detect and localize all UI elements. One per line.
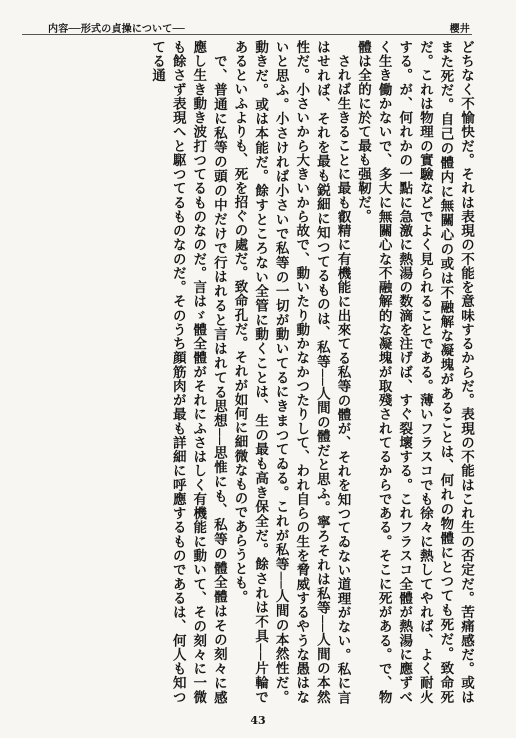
- running-header: [46, 20, 516, 35]
- body-text: [20, 40, 476, 704]
- header-rule: [22, 34, 472, 35]
- paragraph: されば生きることに最も叡精に有機能に出來てる私等の體が、それを知つてゐない道理がない。私に言はせれば、それを最も鋭細に知つてるものは、私等──人間の體だと思ふ。寧ろそれは私等──人間の本然性だ。小さいから大きいから故で、動いたり動かなかつたりして、われ自らの生を脅威するやうな愚はないと思ふ。小さければ小さいで私等の一切が動いてるにきまつてゐる。これが私等──人間の本然性だ。動きだ。或は本能だ。餘すところない全管に動くことは、生の最も高き保全だ。餘されは不具──片輪であるといふよりも、死を招ぐの處だ。致命孔だ。それが如何に細微なものであらうとも。: [231, 40, 351, 704]
- author-name: 櫻井: [449, 24, 470, 35]
- paragraph: で、普通に私等の頭の中だけで行はれると言はれてる思想──思惟にも、私等の體全體はその刻々に感應し生き動き波打つてるものなのだ。言はゞ體全體がそれにふさはしく有機能に動いて、その刻々に一微も餘さず表現へと駆つてるものなのだ。そのうち顔筋肉が最も詳細に呼應するものであるは、何人も知つてる通: [149, 40, 227, 704]
- running-title: 内容──形式の貞操について──: [48, 24, 185, 35]
- paragraph: どちなく不愉快だ。それは表現の不能を意味するからだ。表現の不能はこれ生の否定だ。苦痛感だ。或はまた死だ。自己の體内に無關心の或は不融解な凝塊があることは、何れの物體にとつても死だ。致命死だ。これは物理の實驗などでよく見られることである。薄いフラスコでも徐々に熱してやれば、よく耐火する。が、何れかの一點に急激に熱湯の数滴を注げば、すぐ裂壞する。これフラスコ全體が熱湯に應ずべく生き働かないで、多大に無關心な不融解的な凝塊が取殘されてるからである。そこに死がある。で、物體は全的に於て最も强靭だ。: [355, 40, 474, 704]
- page-number: 43: [250, 714, 266, 727]
